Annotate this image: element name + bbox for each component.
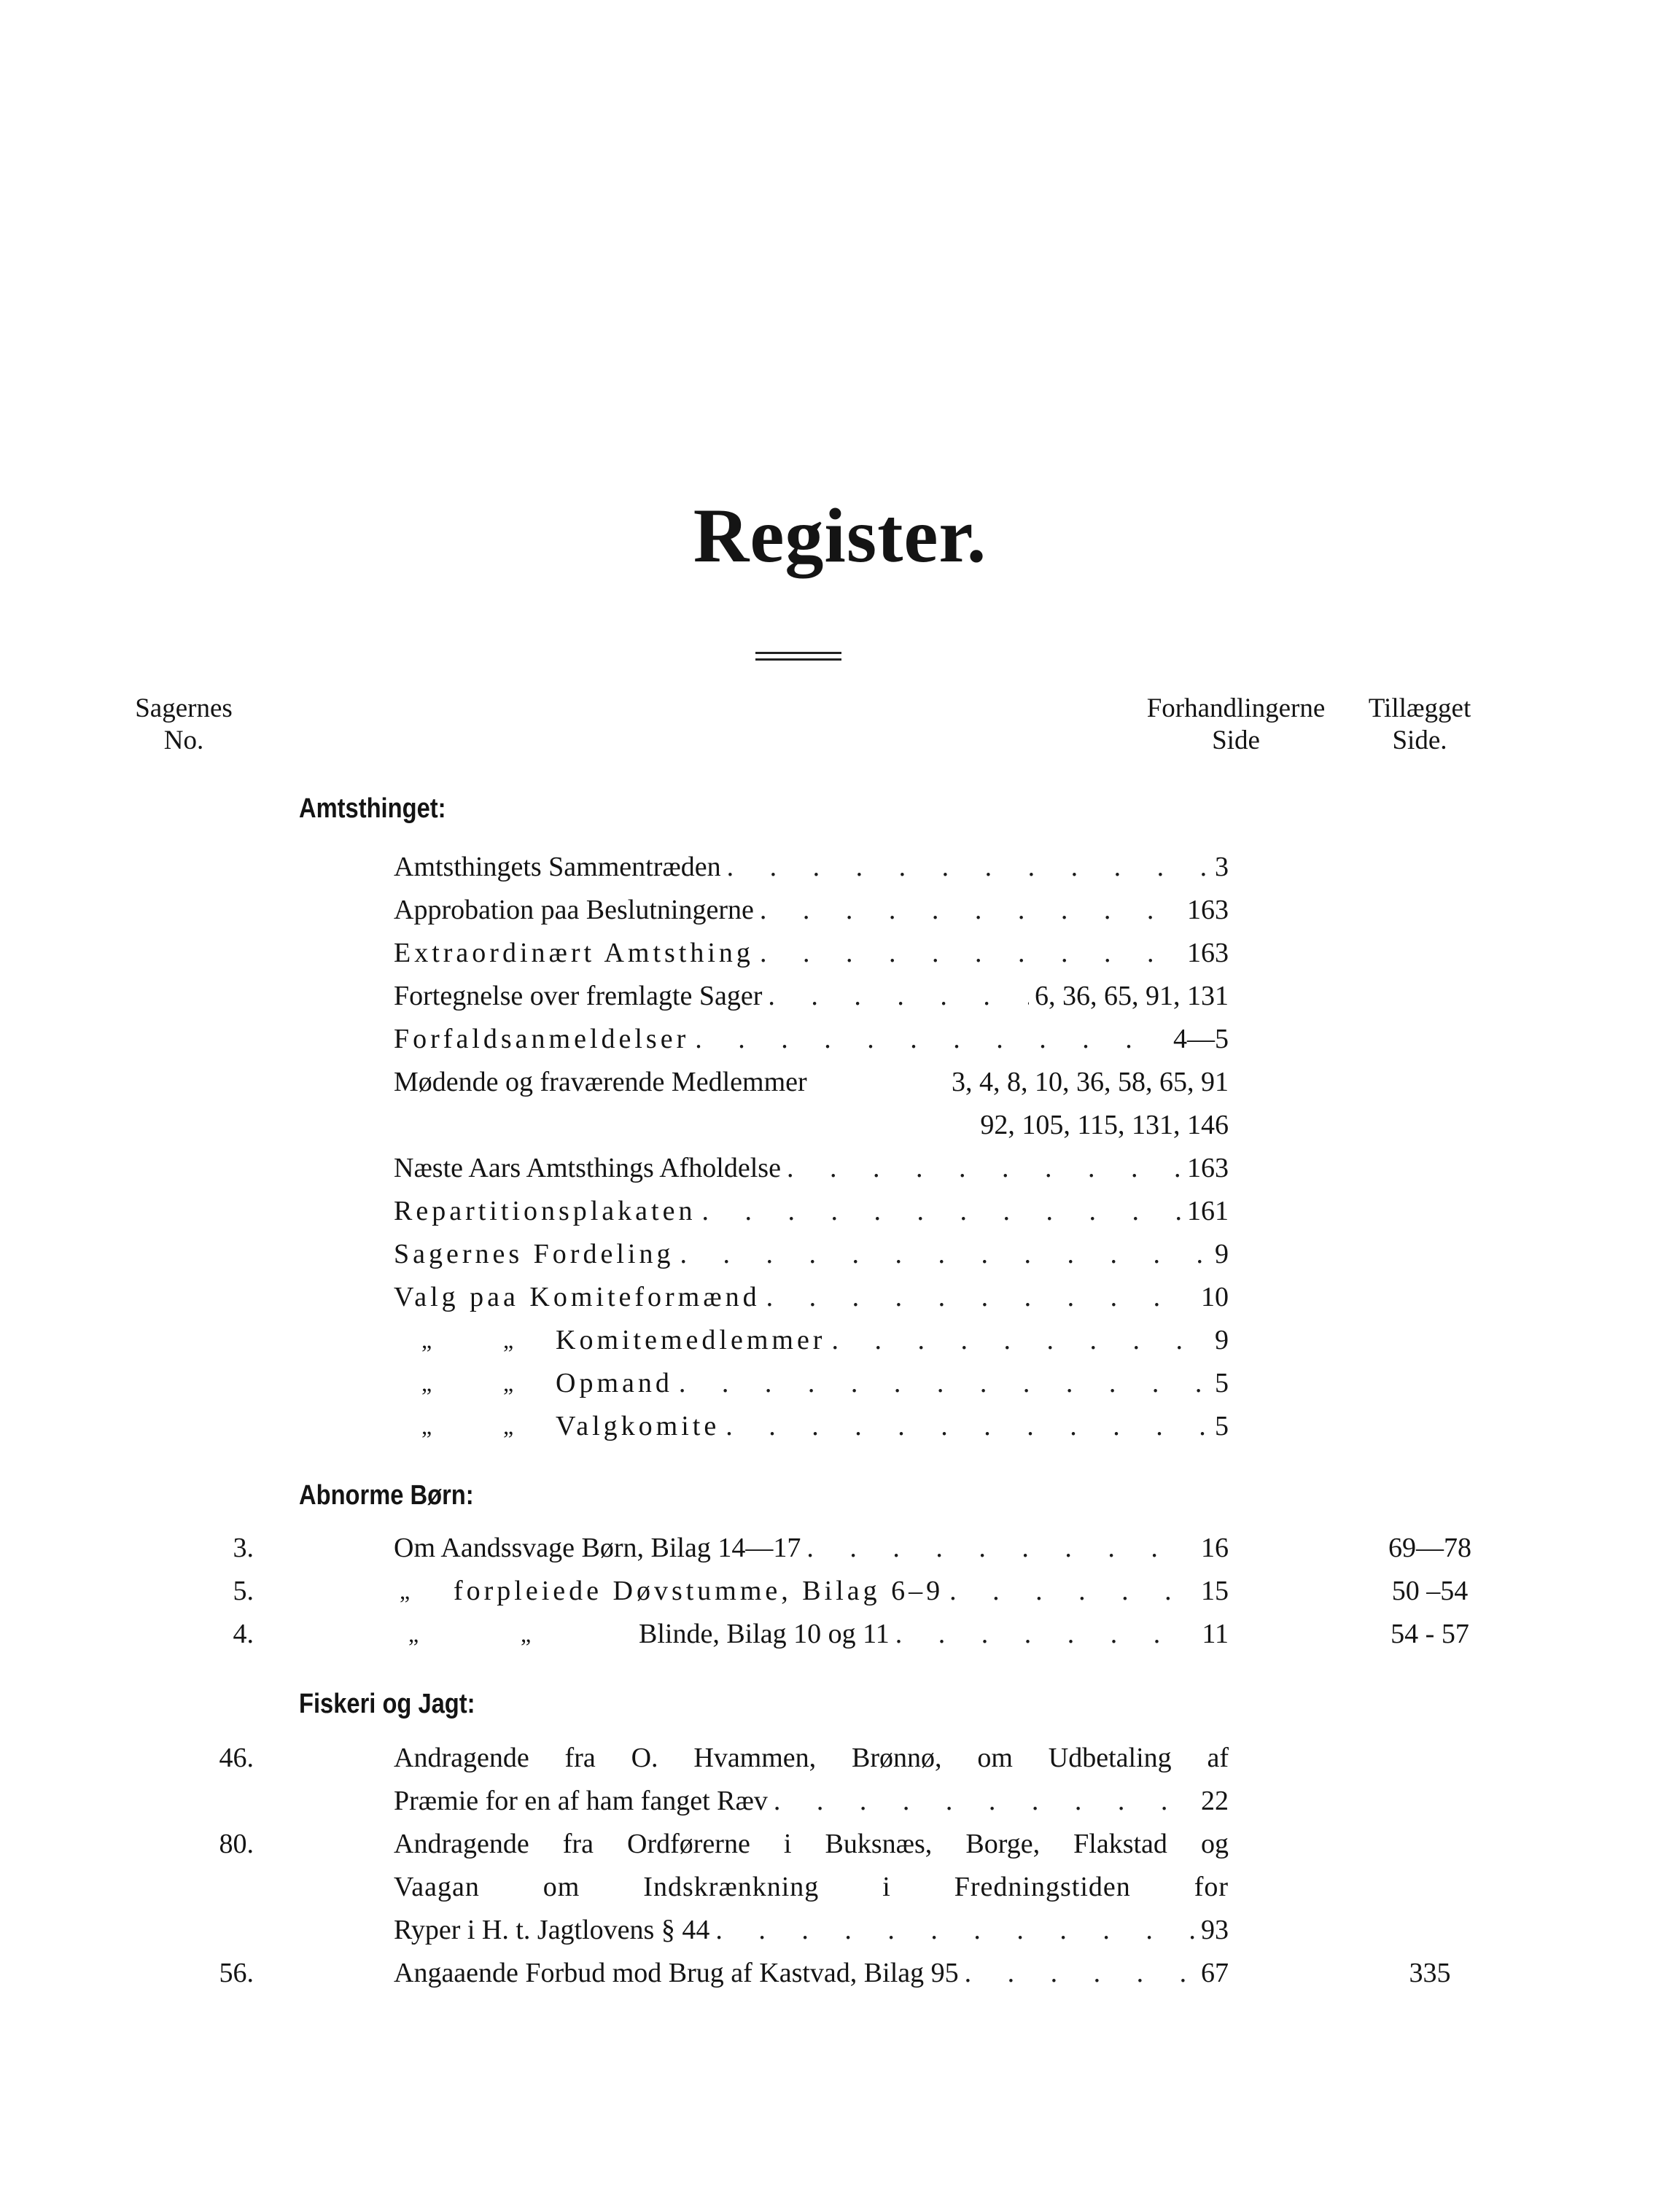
page-number: 15 <box>1201 1576 1229 1606</box>
page-number: 9 <box>1215 1239 1229 1269</box>
page-number: 16 <box>1201 1533 1229 1563</box>
supplement-page: 335 <box>1409 1958 1451 1988</box>
index-entry: 80. Andragende fra Ordførerne i Buksnæs, Borge, Flakstad og <box>0 1825 1680 1863</box>
page-number: 22 <box>1201 1786 1229 1816</box>
index-entry-continuation: Præmie for en af ham fanget Ræv . . . 22 <box>0 1782 1680 1820</box>
page-number: 4—5 <box>1173 1024 1229 1054</box>
section-heading-abnorme: Abnorme Børn: <box>299 1480 474 1511</box>
index-entry: Repartitionsplakaten . . . 161 <box>0 1192 1680 1230</box>
case-number: 56. <box>219 1958 254 1988</box>
index-entry: „ „ Opmand . . . 5 <box>0 1364 1680 1402</box>
supplement-page: 69—78 <box>1388 1533 1471 1563</box>
column-header-case-no: Sagernes No. <box>135 693 233 755</box>
column-header-proceedings-page: Forhandlingerne Side <box>1146 693 1326 755</box>
page-number: 163 <box>1187 938 1229 968</box>
case-number: 80. <box>219 1829 254 1859</box>
index-entry: 4. „ „ Blinde, Bilag 10 og 11 . . . 11 54 - 57 <box>0 1615 1680 1653</box>
index-entry-continuation <box>0 1106 1680 1144</box>
title-rule-bottom <box>755 658 841 661</box>
index-entry-continuation: Vaagan om Indskrænkning i Fredningstiden for <box>394 1872 1229 1902</box>
page-number: 10 <box>1201 1282 1229 1312</box>
index-entry: 46. Andragende fra O. Hvammen, Brønnø, om Udbetaling af <box>0 1739 1680 1777</box>
ditto-mark: „ <box>503 1413 514 1439</box>
column-header-supplement-page: Tillægget Side. <box>1368 693 1471 755</box>
page-number: 67 <box>1201 1958 1229 1988</box>
index-entry: Mødende og fraværende Medlemmer 3, 4, 8, 10, 36, 58, 65, 91 <box>0 1063 1680 1101</box>
page-number: 5 <box>1215 1368 1229 1398</box>
ditto-mark: „ <box>408 1621 419 1647</box>
index-entry: Extraordinært Amtsthing . . . 163 <box>0 934 1680 972</box>
page-number: 92, 105, 115, 131, 146 <box>980 1110 1229 1140</box>
page-number: 3 <box>1215 852 1229 882</box>
index-entry: Fortegnelse over fremlagte Sager . . . 6, 36, 65, 91, 131 <box>0 977 1680 1015</box>
page-number: 9 <box>1215 1325 1229 1355</box>
section-heading-fiskeri: Fiskeri og Jagt: <box>299 1689 475 1719</box>
case-number: 4. <box>233 1619 254 1649</box>
index-entry: Forfaldsanmeldelser . . . 4—5 <box>0 1020 1680 1058</box>
index-entry: Amtsthingets Sammentræden . . . 3 <box>0 848 1680 886</box>
ditto-mark: „ <box>421 1327 432 1353</box>
case-number: 5. <box>233 1576 254 1606</box>
page-title: Register. <box>693 493 987 578</box>
index-entry: 5. „ forpleiede Døvstumme, Bilag 6–9 . . . 15 50 –54 <box>0 1572 1680 1610</box>
index-entry: Valg paa Komiteformænd . . . 10 <box>0 1278 1680 1316</box>
ditto-mark: „ <box>503 1370 514 1396</box>
ditto-mark: „ <box>421 1413 432 1439</box>
ditto-mark: „ <box>400 1578 411 1604</box>
index-entry-continuation: Ryper i H. t. Jagtlovens § 44 . . . 93 <box>0 1911 1680 1949</box>
index-entry: „ „ Komitemedlemmer . . . 9 <box>0 1321 1680 1359</box>
ditto-mark: „ <box>521 1621 532 1647</box>
index-entry: Sagernes Fordeling . . . 9 <box>0 1235 1680 1273</box>
ditto-mark: „ <box>503 1327 514 1353</box>
page-number: 11 <box>1202 1619 1229 1649</box>
index-entry: Approbation paa Beslutningerne . . . 163 <box>0 891 1680 929</box>
ditto-mark: „ <box>421 1370 432 1396</box>
page-number: 6, 36, 65, 91, 131 <box>1035 981 1229 1011</box>
case-number: 3. <box>233 1533 254 1563</box>
index-entry: 56. Angaaende Forbud mod Brug af Kastvad, Bilag 95 . . . 67 335 <box>0 1954 1680 1992</box>
supplement-page: 54 - 57 <box>1391 1619 1469 1649</box>
page-number: 163 <box>1187 1153 1229 1183</box>
page-number: 3, 4, 8, 10, 36, 58, 65, 91 <box>952 1067 1229 1097</box>
case-number: 46. <box>219 1743 254 1773</box>
index-entry: Næste Aars Amtsthings Afholdelse . . . 163 <box>0 1149 1680 1187</box>
section-heading-amtsthinget: Amtsthinget: <box>299 793 446 824</box>
page-number: 93 <box>1201 1915 1229 1945</box>
index-entry: 3. Om Aandssvage Børn, Bilag 14—17 . . . 16 69—78 <box>0 1529 1680 1567</box>
index-entry: „ „ Valgkomite . . . 5 <box>0 1407 1680 1445</box>
supplement-page: 50 –54 <box>1391 1576 1469 1606</box>
title-rule-top <box>755 652 841 654</box>
page-number: 5 <box>1215 1411 1229 1441</box>
page-number: 161 <box>1187 1196 1229 1226</box>
page-number: 163 <box>1187 895 1229 925</box>
